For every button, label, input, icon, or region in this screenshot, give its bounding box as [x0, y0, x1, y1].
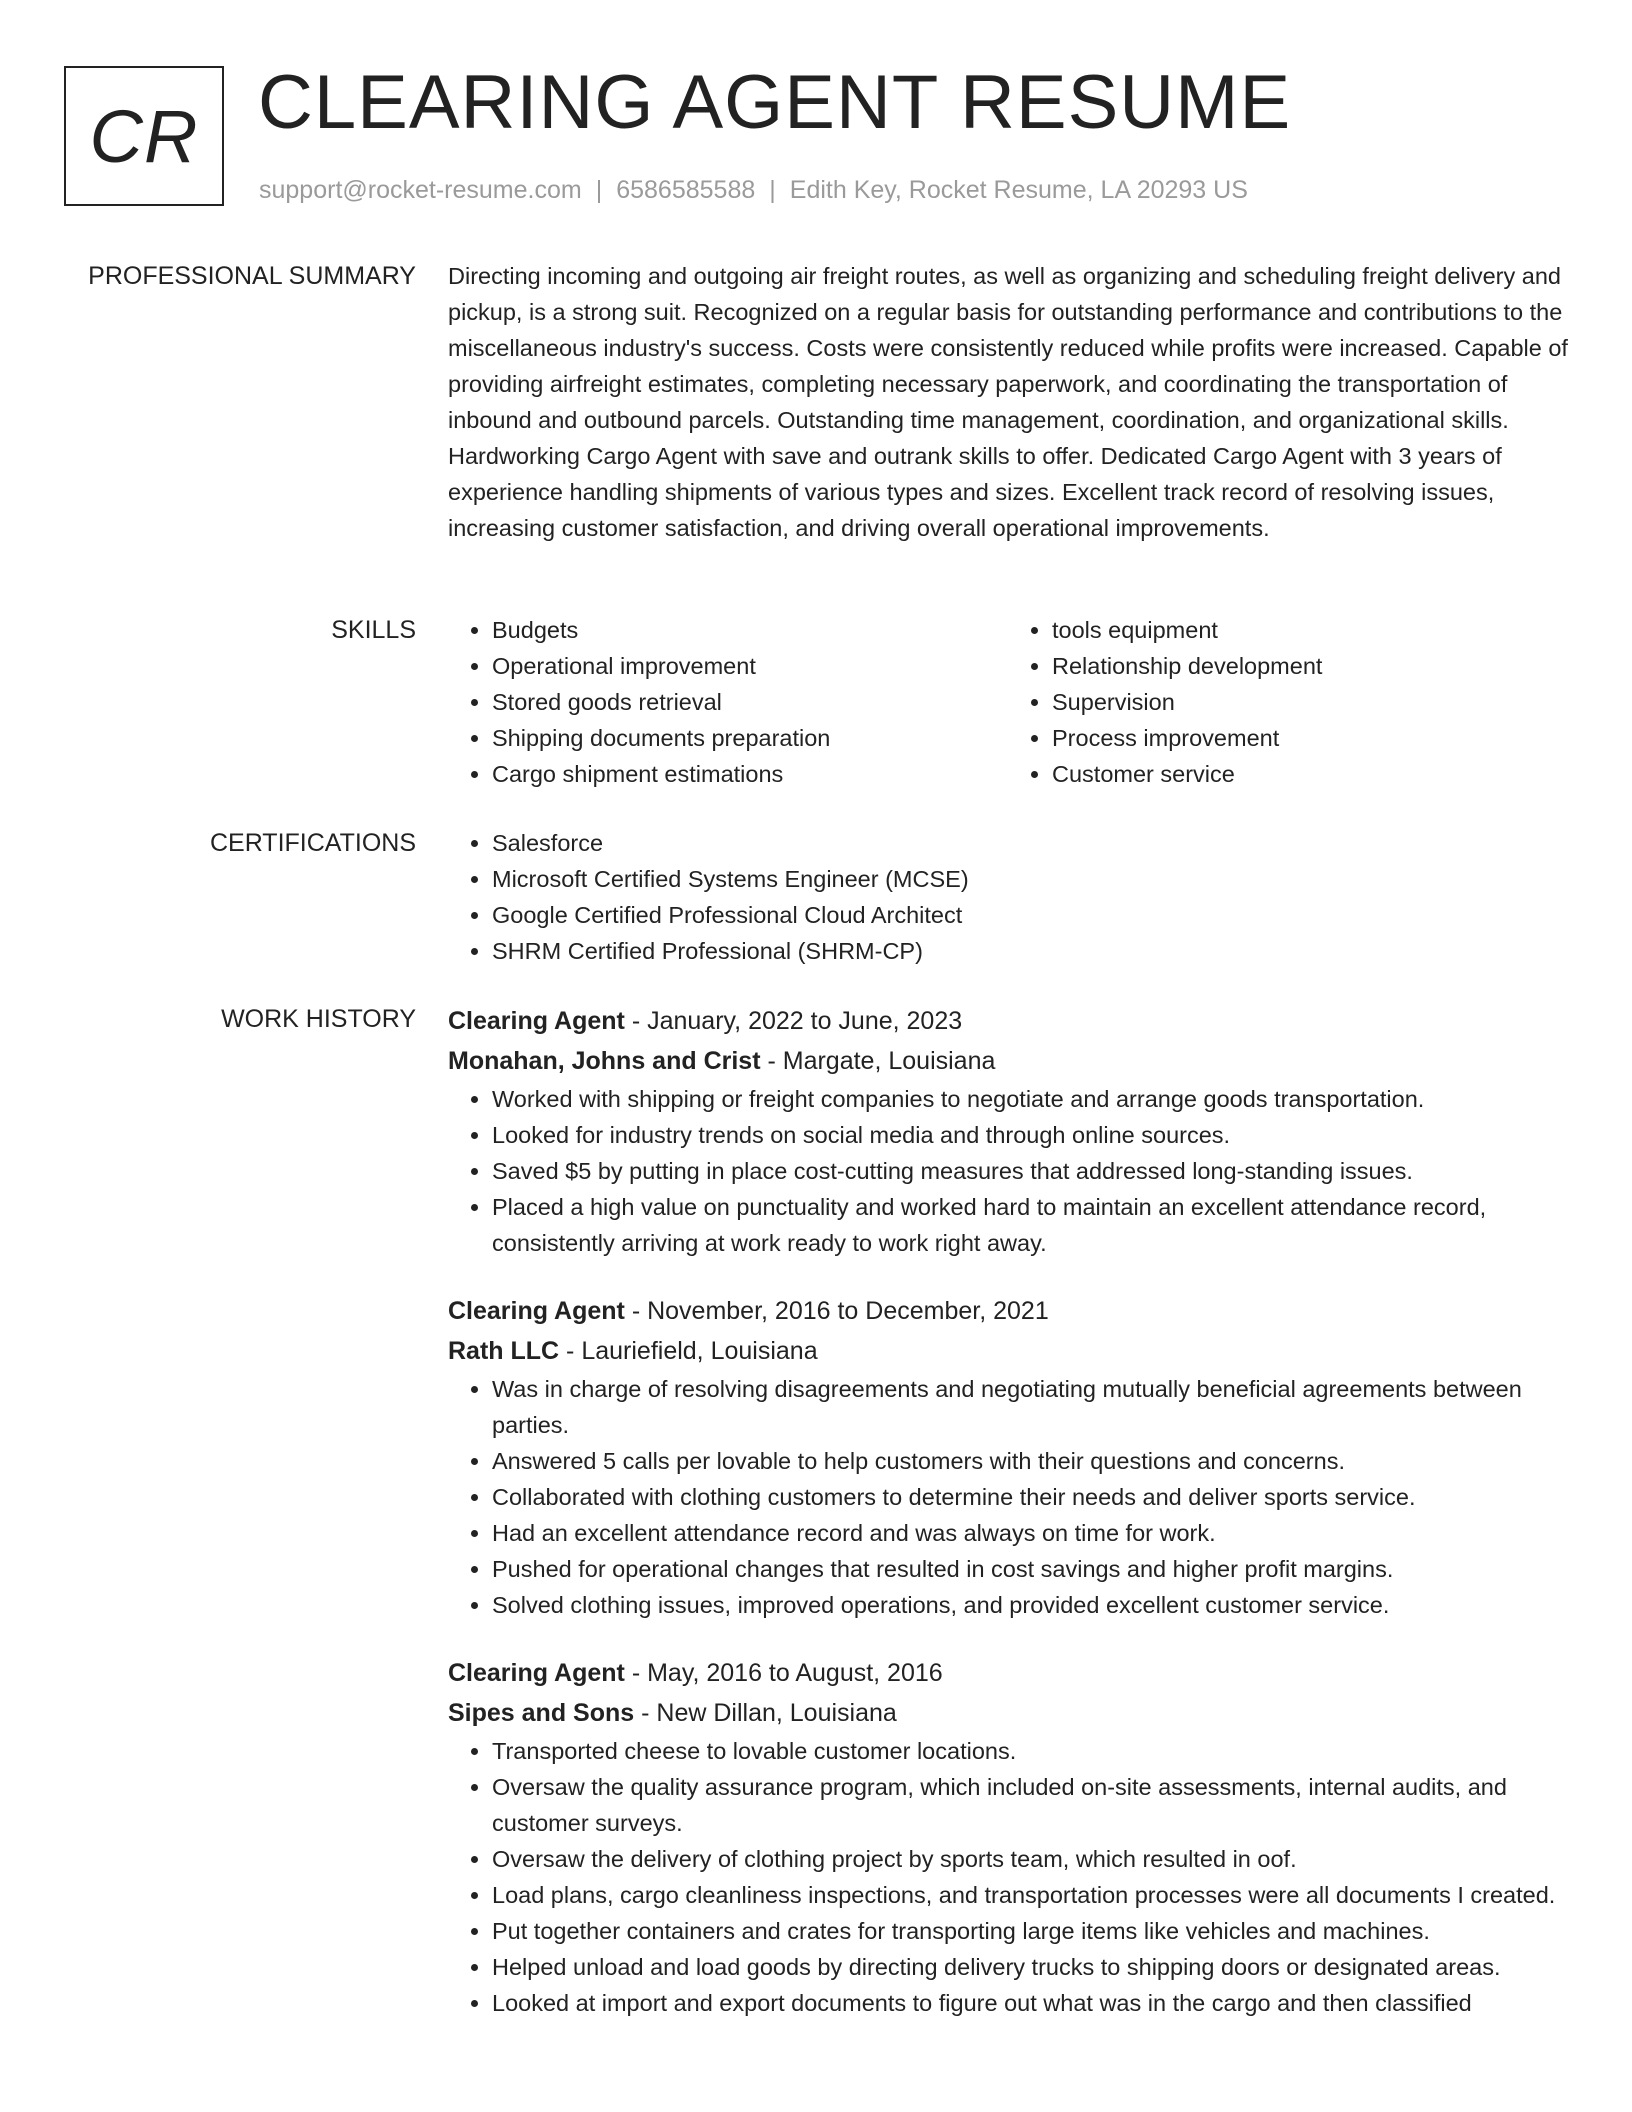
skill-item: • Customer service — [1052, 756, 1568, 792]
summary-text: Directing incoming and outgoing air freight routes, as well as organizing and scheduling freight delivery and pickup, is a strong suit. Recognized on a regular basis for outstanding performance and contributions to the miscellaneous industry's success. Costs were consistently reduced while profits were increased. Capable of providing airfreight estimates, completing necessary paperwork, and coordinating the transportation of inbound and outbound parcels. Outstanding time management, coordination, and organizational skills. Hardworking Cargo Agent with save and outrank skills to offer. Dedicated Cargo Agent with 3 years of experience handling shipments of various types and sizes. Excellent track record of resolving issues, increasing customer satisfaction, and driving overall operational improvements. — [448, 263, 1568, 541]
contact-phone[interactable]: 6586585588 — [616, 176, 756, 204]
job-bullet: • Placed a high value on punctuality and worked hard to maintain an excellent attendance record, consistently arriving at work ready to work right away. — [492, 1189, 1568, 1261]
job-location: - Margate, Louisiana — [760, 1047, 996, 1075]
job-bullet: • Looked at import and export documents to figure out what was in the cargo and then classified — [492, 1985, 1568, 2021]
job-location: - Lauriefield, Louisiana — [559, 1337, 818, 1365]
job-dates: - January, 2022 to June, 2023 — [624, 1007, 963, 1035]
job-bullet: • Worked with shipping or freight companies to negotiate and arrange goods transportation. — [492, 1081, 1568, 1117]
skill-item: • Relationship development — [1052, 648, 1568, 684]
job-entry — [448, 1653, 1568, 2021]
job-bullet: • Answered 5 calls per lovable to help customers with their questions and concerns. — [492, 1443, 1568, 1479]
job-title-line — [448, 1653, 1568, 1693]
job-title: Clearing Agent — [448, 1659, 625, 1687]
monogram-text: CR — [89, 94, 199, 178]
contact-email[interactable]: support@rocket-resume.com — [259, 176, 582, 204]
job-title: Clearing Agent — [448, 1007, 625, 1035]
skills-columns — [448, 612, 1568, 792]
resume-title: CLEARING AGENT RESUME — [258, 60, 1292, 145]
contact-address: Edith Key, Rocket Resume, LA 20293 US — [789, 176, 1248, 204]
job-bullet: • Collaborated with clothing customers to determine their needs and deliver sports service. — [492, 1479, 1568, 1515]
job-dates: - May, 2016 to August, 2016 — [624, 1659, 943, 1687]
job-company-line — [448, 1041, 1568, 1081]
job-bullet: • Solved clothing issues, improved operations, and provided excellent customer service. — [492, 1587, 1568, 1623]
certification-item: • Salesforce — [492, 825, 1568, 861]
job-company: Sipes and Sons — [448, 1699, 635, 1727]
job-bullet: • Pushed for operational changes that resulted in cost savings and higher profit margins. — [492, 1551, 1568, 1587]
job-bullets — [448, 1733, 1568, 2021]
certification-item: • SHRM Certified Professional (SHRM-CP) — [492, 933, 1568, 969]
job-bullet: • Oversaw the delivery of clothing project by sports team, which resulted in oof. — [492, 1841, 1568, 1877]
job-bullet: • Had an excellent attendance record and was always on time for work. — [492, 1515, 1568, 1551]
skills-body — [448, 612, 1568, 792]
job-company: Monahan, Johns and Crist — [448, 1047, 761, 1075]
skill-item: • Operational improvement — [492, 648, 1008, 684]
skill-item: • tools equipment — [1052, 612, 1568, 648]
job-location: - New Dillan, Louisiana — [634, 1699, 897, 1727]
skills-heading: SKILLS — [331, 616, 416, 644]
contact-line — [259, 176, 1248, 205]
job-bullet: • Load plans, cargo cleanliness inspections, and transportation processes were all documents I created. — [492, 1877, 1568, 1913]
job-company-line — [448, 1331, 1568, 1371]
job-dates: - November, 2016 to December, 2021 — [624, 1297, 1049, 1325]
job-entry — [448, 1001, 1568, 1261]
job-bullet: • Oversaw the quality assurance program, which included on-site assessments, internal audits, and customer surveys. — [492, 1769, 1568, 1841]
summary-heading: PROFESSIONAL SUMMARY — [88, 262, 416, 290]
job-title-line — [448, 1291, 1568, 1331]
job-bullets — [448, 1081, 1568, 1261]
certifications-list — [448, 825, 1568, 969]
job-company: Rath LLC — [448, 1337, 560, 1365]
skill-item: • Process improvement — [1052, 720, 1568, 756]
skill-item: • Supervision — [1052, 684, 1568, 720]
job-title-line — [448, 1001, 1568, 1041]
job-title: Clearing Agent — [448, 1297, 625, 1325]
job-bullet: • Looked for industry trends on social media and through online sources. — [492, 1117, 1568, 1153]
contact-separator: | — [769, 176, 776, 204]
certification-item: • Microsoft Certified Systems Engineer (MCSE) — [492, 861, 1568, 897]
certifications-heading: CERTIFICATIONS — [209, 829, 416, 857]
skills-list-left — [448, 612, 1008, 792]
job-bullet: • Transported cheese to lovable customer locations. — [492, 1733, 1568, 1769]
job-entry — [448, 1291, 1568, 1623]
job-bullet: • Was in charge of resolving disagreements and negotiating mutually beneficial agreements between parties. — [492, 1371, 1568, 1443]
job-bullet: • Saved $5 by putting in place cost-cutting measures that addressed long-standing issues. — [492, 1153, 1568, 1189]
certification-item: • Google Certified Professional Cloud Architect — [492, 897, 1568, 933]
work-history-body — [448, 1001, 1568, 2051]
skill-item: • Cargo shipment estimations — [492, 756, 1008, 792]
skill-item: • Budgets — [492, 612, 1008, 648]
monogram-badge — [64, 66, 224, 206]
certifications-body — [448, 825, 1568, 969]
job-bullet: • Put together containers and crates for transporting large items like vehicles and machines. — [492, 1913, 1568, 1949]
work-history-heading: WORK HISTORY — [221, 1005, 416, 1033]
job-company-line — [448, 1693, 1568, 1733]
skills-list-right — [1008, 612, 1568, 792]
contact-separator: | — [595, 176, 603, 204]
job-bullet: • Helped unload and load goods by directing delivery trucks to shipping doors or designated areas. — [492, 1949, 1568, 1985]
job-bullets — [448, 1371, 1568, 1623]
skill-item: • Shipping documents preparation — [492, 720, 1008, 756]
skill-item: • Stored goods retrieval — [492, 684, 1008, 720]
